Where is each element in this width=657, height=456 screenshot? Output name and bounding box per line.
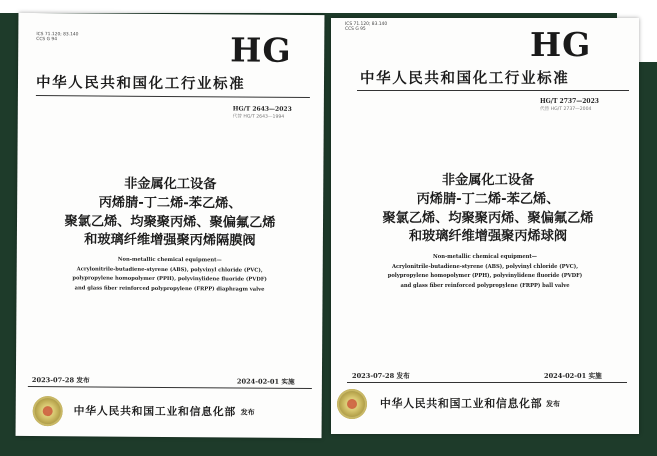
publisher: 中华人民共和国工业和信息化部 <box>380 397 543 410</box>
english-title-line: Non-metallic chemical equipment— <box>117 256 222 264</box>
english-title-line: polypropylene homopolymer (PPH), polyvinylidene fluoride (PVDF) <box>72 275 267 283</box>
chinese-title-line: 丙烯腈-丁二烯-苯乙烯、 <box>98 195 242 212</box>
standard-cover-left <box>16 13 325 438</box>
ccs-code: CCS G 95 <box>345 27 366 32</box>
chinese-title-line: 和玻璃纤维增强聚丙烯球阀 <box>408 229 568 245</box>
english-title-line: Acrylonitrile-butadiene-styrene (ABS), polyvinyl chloride (PVC), <box>391 263 578 270</box>
chinese-title-line: 聚氯乙烯、均聚聚丙烯、聚偏氟乙烯 <box>64 213 276 231</box>
background-top-strip <box>0 0 657 13</box>
english-title-line: Acrylonitrile-butadiene-styrene (ABS), polyvinyl chloride (PVC), <box>76 265 263 274</box>
chinese-title <box>331 172 639 247</box>
title-rule <box>357 90 629 91</box>
ccs-code: CCS G 94 <box>36 37 58 43</box>
chinese-title-line: 非金属化工设备 <box>441 173 535 188</box>
chinese-title-line: 非金属化工设备 <box>124 176 217 193</box>
english-title-line: polypropylene homopolymer (PPH), polyvinylidene fluoride (PVDF) <box>387 273 583 280</box>
implement-date: 2024-02-01 实施 <box>236 377 295 386</box>
chinese-title-line: 聚氯乙烯、均聚聚丙烯、聚偏氟乙烯 <box>382 210 594 226</box>
standard-number: HG/T 2643—2023 <box>232 105 292 113</box>
replaces-note: 代替 HG/T 2737—2004 <box>540 107 592 112</box>
issue-date: 2023-07-28 发布 <box>352 372 410 380</box>
publisher: 中华人民共和国工业和信息化部 <box>73 404 237 419</box>
hg-logo: HG <box>530 25 592 64</box>
implement-date: 2024-02-01 实施 <box>544 372 602 380</box>
standard-title: 中华人民共和国化工行业标准 <box>35 75 246 93</box>
english-title <box>331 253 639 291</box>
english-title-line: and glass fiber reinforced polypropylene (FRPP) diaphragm valve <box>74 285 265 293</box>
hg-logo: HG <box>230 30 292 70</box>
english-title-line: Non-metallic chemical equipment— <box>433 254 537 260</box>
standard-cover-right <box>331 18 639 434</box>
standard-number: HG/T 2737—2023 <box>540 98 599 105</box>
standard-title: 中华人民共和国化工行业标准 <box>360 71 570 87</box>
english-title-line: and glass fiber reinforced polypropylene (FRPP) ball valve <box>400 282 570 289</box>
chinese-title-line: 和玻璃纤维增强聚丙烯隔膜阀 <box>84 232 256 249</box>
chinese-title <box>17 175 324 252</box>
publisher-suffix: 发布 <box>546 400 560 408</box>
replaces-note: 代替 HG/T 2643—1994 <box>232 114 285 120</box>
footer-rule <box>347 382 627 383</box>
ministry-emblem-icon <box>337 389 367 419</box>
publisher-suffix: 发布 <box>240 408 255 417</box>
footer-rule <box>28 386 312 389</box>
english-title <box>17 255 323 296</box>
title-rule <box>36 95 310 98</box>
ics-code: ICS 71.120; 83.140 <box>36 32 79 38</box>
ics-code: ICS 71.120; 83.140 <box>345 22 388 27</box>
ministry-emblem-icon <box>33 396 63 426</box>
chinese-title-line: 丙烯腈-丁二烯-苯乙烯、 <box>416 191 560 207</box>
issue-date: 2023-07-28 发布 <box>31 376 90 385</box>
